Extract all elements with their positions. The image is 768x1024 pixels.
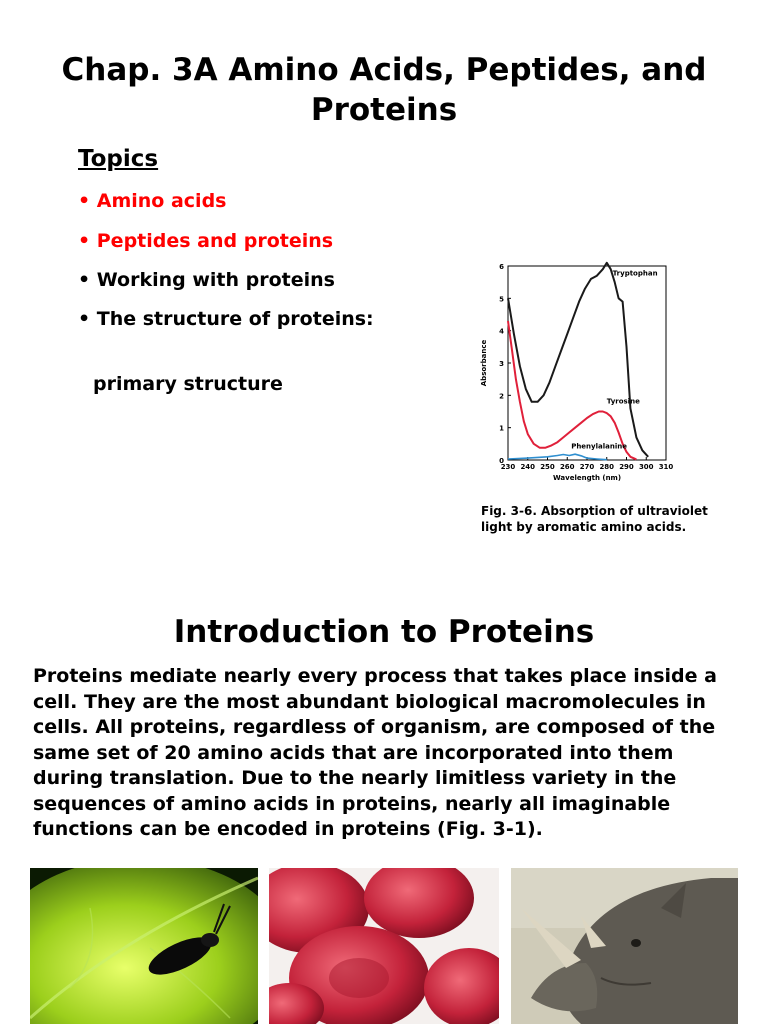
- topic-primary-structure: primary structure: [93, 373, 283, 395]
- y-tick-label: 0: [499, 457, 504, 465]
- plot-frame: [508, 266, 666, 460]
- series-line-tryptophan: [508, 263, 648, 457]
- topic-working-with-proteins: • Working with proteins: [78, 269, 335, 291]
- x-tick-label: 280: [599, 463, 615, 471]
- page-title: Chap. 3A Amino Acids, Peptides, and Proteins: [61, 52, 707, 128]
- series-label-phenylalanine: Phenylalanine: [571, 442, 627, 451]
- series-label-tyrosine: Tyrosine: [606, 397, 640, 406]
- rhinoceros-photo: [511, 868, 738, 1024]
- y-tick-label: 3: [499, 360, 504, 368]
- x-tick-label: 230: [500, 463, 516, 471]
- x-tick-label: 300: [638, 463, 654, 471]
- y-axis-label: Absorbance: [480, 339, 488, 387]
- topic-amino-acids: • Amino acids: [78, 190, 227, 212]
- topic-peptides-proteins: • Peptides and proteins: [78, 230, 334, 252]
- y-tick-label: 6: [499, 263, 504, 271]
- topic-structure-of-proteins: • The structure of proteins:: [78, 308, 374, 330]
- figure-caption: Fig. 3-6. Absorption of ultraviolet light by aromatic amino acids.: [481, 504, 708, 534]
- x-tick-label: 270: [579, 463, 595, 471]
- topics-heading: Topics: [78, 146, 159, 172]
- section-heading: Introduction to Proteins: [173, 614, 595, 650]
- red-blood-cells-photo: [269, 868, 499, 1024]
- y-tick-label: 4: [499, 327, 504, 336]
- y-tick-label: 2: [499, 392, 504, 401]
- x-tick-label: 260: [559, 463, 575, 471]
- firefly-photo: [30, 868, 258, 1024]
- y-tick-label: 5: [499, 295, 504, 304]
- y-tick-label: 1: [499, 424, 504, 433]
- series-line-phenylalanine: [508, 454, 607, 460]
- absorbance-chart: [478, 260, 688, 490]
- intro-paragraph: Proteins mediate nearly every process that takes place inside a cell. They are the most abundant biological macromolecules in cells. All proteins, regardless of organism, are composed of the same set of 20 amino acids that are incorporated into them during translation. Due to the nearly limitless variety in the sequences of amino acids in proteins, nearly all imaginable functions can be encoded in proteins (Fig. 3-1).: [33, 665, 717, 840]
- x-tick-label: 250: [540, 463, 555, 471]
- x-axis-label: Wavelength (nm): [552, 474, 622, 482]
- x-tick-label: 310: [658, 463, 674, 471]
- x-tick-label: 290: [619, 463, 634, 471]
- x-tick-label: 240: [520, 463, 536, 471]
- series-label-tryptophan: Tryptophan: [612, 269, 658, 278]
